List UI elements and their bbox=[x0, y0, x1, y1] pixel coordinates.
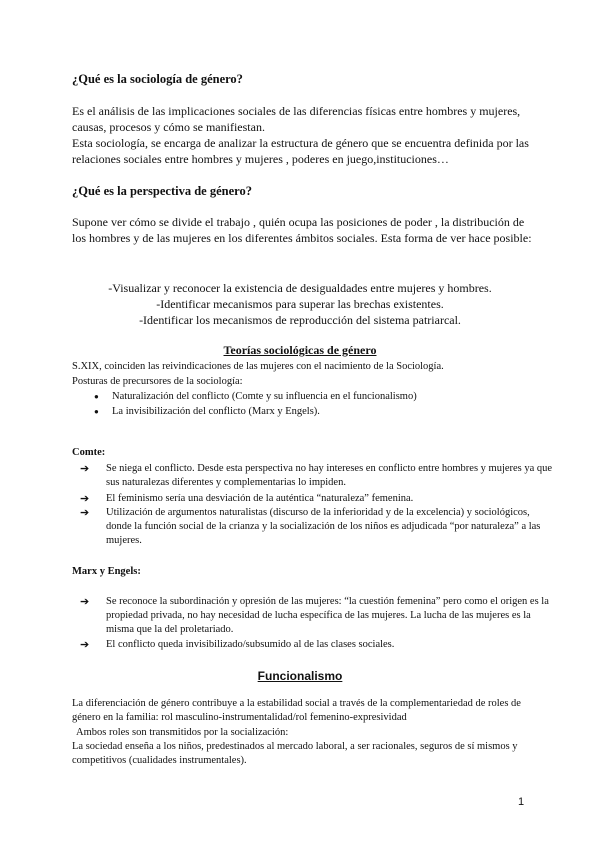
teorias-bullet: ● La invisibilización del conflicto (Marx y Engels). bbox=[92, 405, 552, 419]
perspectiva-item: -Identificar mecanismos para superar las brechas existentes. bbox=[156, 297, 444, 311]
paragraph-definicion: Es el análisis de las implicaciones sociales de las diferencias físicas entre hombres y mujeres, causas, procesos y cómo se manifiestan. bbox=[72, 104, 521, 134]
marx-item: ➔ El conflicto queda invisibilizado/subsumido al de las clases sociales. bbox=[80, 638, 556, 652]
comte-item: ➔ Utilización de argumentos naturalistas (discurso de la inferioridad y de la excelencia) y sociológicos, donde la función social de la crianza y la socialización de los niños es adjudicada “por naturaleza” a las mujeres. bbox=[80, 506, 556, 548]
heading-teorias: Teorías sociológicas de género bbox=[223, 343, 377, 357]
paragraph-estructura: Esta sociología, se encarga de analizar la estructura de género que se encuentra definida por las relaciones sociales entre hombres y mujeres , poderes en juego,instituciones… bbox=[72, 136, 529, 166]
heading-perspectiva-genero: ¿Qué es la perspectiva de género? bbox=[72, 184, 252, 198]
comte-item: ➔ El feminismo sería una desviación de la auténtica “naturaleza” femenina. bbox=[80, 492, 556, 506]
marx-item: ➔ Se reconoce la subordinación y opresión de las mujeres: “la cuestión femenina” pero como el origen es la propiedad privada, no hay necesidad de lucha específica de las mujeres. La lucha de las mujeres es la misma que la del proletariado. bbox=[80, 595, 556, 637]
teorias-bullet: ● Naturalización del conflicto (Comte y su influencia en el funcionalismo) bbox=[92, 390, 552, 404]
perspectiva-item: -Identificar los mecanismos de reproducción del sistema patriarcal. bbox=[139, 313, 461, 327]
comte-item: ➔ Se niega el conflicto. Desde esta perspectiva no hay intereses en conflicto entre hombres y mujeres ya que sus naturalezas diferentes y complementarias lo impiden. bbox=[80, 462, 556, 490]
heading-funcionalismo: Funcionalismo bbox=[257, 669, 343, 683]
page-number: 1 bbox=[518, 796, 525, 808]
heading-comte: Comte: bbox=[72, 447, 106, 458]
funcionalismo-line: La diferenciación de género contribuye a la estabilidad social a través de la complementariedad de roles de género en la familia: rol masculino-instrumentalidad/rol femenino-expresividad bbox=[72, 698, 521, 723]
paragraph-perspectiva: Supone ver cómo se divide el trabajo , quién ocupa las posiciones de poder , la distribución de los hombres y de las mujeres en los diferentes ámbitos sociales. Esta forma de ver hace posible: bbox=[72, 215, 532, 245]
perspectiva-item: -Visualizar y reconocer la existencia de desigualdades entre mujeres y hombres. bbox=[108, 281, 492, 295]
funcionalismo-line: Ambos roles son transmitidos por la socialización: bbox=[76, 727, 289, 738]
heading-marx-engels: Marx y Engels: bbox=[72, 566, 141, 577]
teorias-line: S.XIX, coinciden las reivindicaciones de las mujeres con el nacimiento de la Sociología. bbox=[72, 361, 444, 372]
funcionalismo-line: La sociedad enseña a los niños, predestinados al mercado laboral, a ser racionales, seguros de sí mismos y competitivos (cualidades instrumentales). bbox=[72, 741, 518, 766]
teorias-line: Posturas de precursores de la sociología: bbox=[72, 376, 243, 387]
heading-sociologia-genero: ¿Qué es la sociología de género? bbox=[72, 72, 243, 86]
